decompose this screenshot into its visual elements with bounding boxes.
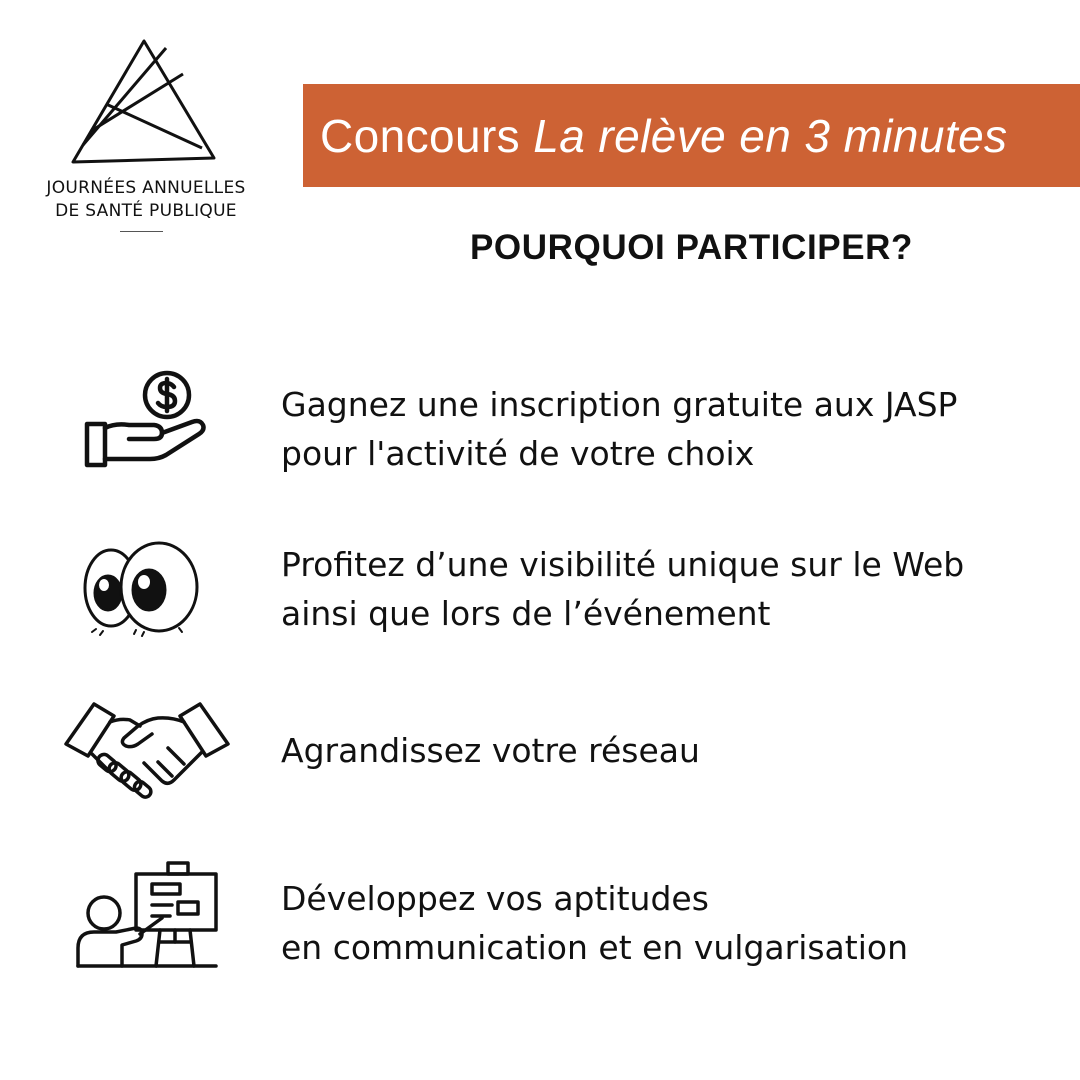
jasp-logo: [28, 38, 264, 238]
benefit-item-3: [281, 726, 1071, 775]
benefit-2-line-2: ainsi que lors de l’événement: [281, 594, 771, 633]
benefit-4-line-2: en communication et en vulgarisation: [281, 928, 908, 967]
banner-prefix: Concours: [320, 109, 534, 162]
benefit-1-line-2: pour l'activité de votre choix: [281, 434, 755, 473]
banner-title-italic: La relève en 3 minutes: [533, 109, 1008, 162]
triangle-logo-icon: [70, 38, 242, 168]
money-hand-icon: [82, 367, 214, 475]
benefit-item-4: [281, 874, 1071, 972]
section-heading: POURQUOI PARTICIPER?: [469, 228, 914, 267]
title-banner: [303, 84, 1080, 187]
logo-text-line-2: DE SANTÉ PUBLIQUE: [55, 201, 237, 221]
benefit-item-2: [281, 540, 1071, 638]
presenter-board-icon: [74, 860, 220, 970]
benefit-1-line-1: Gagnez une inscription gratuite aux JASP: [281, 385, 958, 424]
benefit-3-line-1: Agrandissez votre réseau: [281, 731, 700, 770]
benefit-4-line-1: Développez vos aptitudes: [281, 879, 709, 918]
benefit-2-line-1: Profitez d’une visibilité unique sur le Web: [281, 545, 965, 584]
logo-text-line-1: JOURNÉES ANNUELLES: [46, 178, 246, 198]
eyes-icon: [82, 540, 204, 640]
logo-divider: [120, 231, 163, 232]
handshake-icon: [64, 700, 230, 800]
benefit-item-1: [281, 380, 1071, 478]
